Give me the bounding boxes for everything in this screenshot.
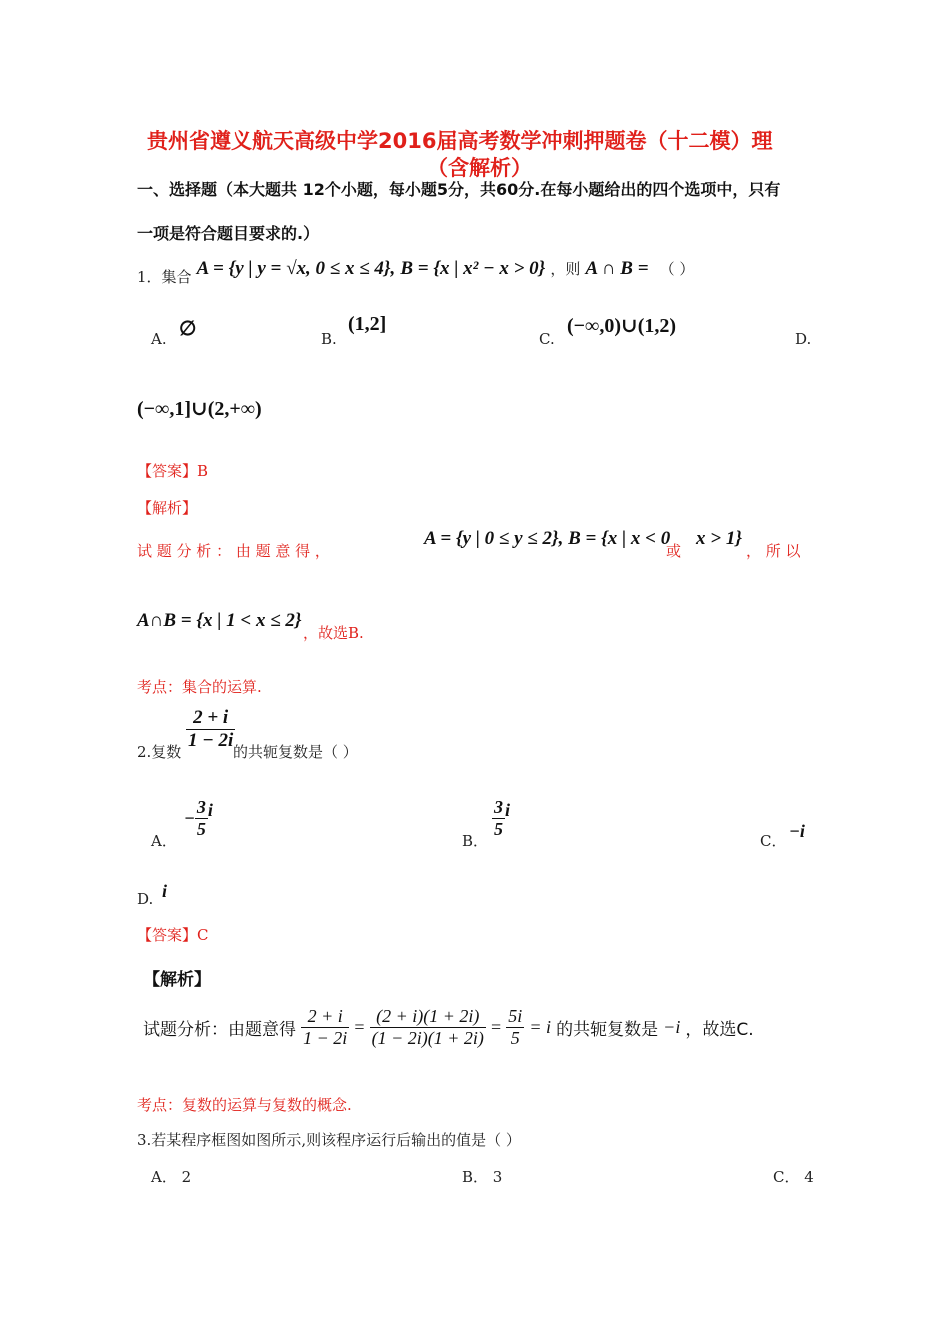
q2-option-b-value: $\frac{3}{5}$ i <box>494 797 511 839</box>
q3-option-b: B． 3 <box>462 1168 503 1186</box>
q2-option-a-num: 3 <box>196 797 206 817</box>
q2-option-b-label: B． <box>462 832 489 850</box>
q1-option-a-label: A. <box>151 330 167 348</box>
q3-option-c: C． 4 <box>773 1168 814 1186</box>
q2-solution: 试题分析：由题意得 $\frac{2 + i}{1 - 2i}$ = $\frac{(2 + i)(1 + 2i)}{(1 - 2i)(1 + 2i)}$ = $\frac{5i}{5}$ = i 的共轭复数是 −i ，故选C. <box>143 1006 754 1048</box>
q1-option-b-label: B. <box>321 330 337 348</box>
q1-prefix: 1．集合 <box>137 268 192 286</box>
q1-option-b-value: (1,2] <box>348 313 387 335</box>
q1-set-a: A = {y | y = √x, 0 ≤ x ≤ 4} <box>196 258 391 279</box>
q1-option-d-value: (−∞,1]∪(2,+∞) <box>137 398 262 420</box>
q2-sol-neg-i: −i <box>663 1017 681 1037</box>
q2-fraction-numerator: 2 + i <box>193 707 229 728</box>
q2-option-a-label: A． <box>151 832 177 850</box>
q3-option-a: A． 2 <box>151 1168 192 1186</box>
q2-prefix: 2.复数 <box>137 743 182 761</box>
q1-analysis-tag: 【解析】 <box>137 499 198 517</box>
q2-sol-mid: 的共轭复数是 <box>556 1020 659 1040</box>
q2-solution-lead: 试题分析：由题意得 <box>143 1020 296 1040</box>
q1-answer: 【答案】B <box>137 462 209 480</box>
q2-option-b-den: 5 <box>494 819 503 839</box>
q2-option-a-den: 5 <box>196 819 206 839</box>
q2-answer: 【答案】C <box>137 926 209 944</box>
question-1-stem: 1．集合 A = {y | y = √x, 0 ≤ x ≤ 4}, B = {x | x² − x > 0} ，则 A ∩ B = （ ） <box>137 258 695 286</box>
q1-analysis-set-a: A = {y | 0 ≤ y ≤ 2}, B = {x | x < 0 <box>424 528 671 549</box>
q2-kaodian: 考点：复数的运算与复数的概念. <box>137 1096 352 1114</box>
q2-sol-f1-num: 2 + i <box>307 1006 343 1026</box>
q1-set-b: B = {x | x² − x > 0} <box>400 258 546 279</box>
q1-analysis-so: ， 所 以 <box>746 542 801 560</box>
title-line-2: （含解析） <box>427 156 532 180</box>
q1-analysis-tail: ，故选B. <box>303 624 364 642</box>
q2-sol-f2-den: (1 − 2i)(1 + 2i) <box>371 1028 484 1048</box>
section-heading-line-2: 一项是符合题目要求的.） <box>137 224 320 243</box>
q2-sol-f1-den: 1 − 2i <box>303 1028 348 1048</box>
q1-then: ，则 <box>550 260 581 278</box>
q2-analysis-tag: 【解析】 <box>143 970 211 990</box>
q2-sol-f2-num: (2 + i)(1 + 2i) <box>376 1006 480 1026</box>
q1-option-a-value: ∅ <box>179 318 197 340</box>
q2-suffix: 的共轭复数是（ ） <box>233 743 358 761</box>
q1-blank: （ ） <box>659 260 695 278</box>
q1-analysis-set-b: x > 1} <box>696 528 742 549</box>
q2-sol-f3-num: 5i <box>508 1006 523 1026</box>
q2-option-d-value: i <box>162 881 168 901</box>
section-heading-line-1: 一、选择题（本大题共 12个小题，每小题5分，共60分.在每小题给出的四个选项中，只有 <box>137 180 781 199</box>
q3-stem: 3.若某程序框图如图所示,则该程序运行后输出的值是（ ） <box>137 1131 521 1149</box>
q2-sol-f3-den: 5 <box>506 1027 524 1049</box>
q1-expression: A ∩ B = <box>585 258 649 279</box>
q2-fraction <box>186 707 235 752</box>
q1-option-d-label: D. <box>795 330 812 348</box>
q2-option-a-value: − $\frac{3}{5}$ i <box>184 797 213 839</box>
q1-analysis-or: 或 <box>666 542 682 560</box>
q2-option-c-label: C． <box>760 832 787 850</box>
title-line-1: 贵州省遵义航天高级中学2016届高考数学冲刺押题卷（十二模）理 <box>147 129 773 153</box>
q1-option-c-label: C. <box>539 330 555 348</box>
q2-option-c-value: −i <box>789 821 805 841</box>
q2-fraction-denominator: 1 − 2i <box>188 730 234 751</box>
q1-option-c-value: (−∞,0)∪(1,2) <box>567 315 677 337</box>
q1-kaodian: 考点：集合的运算. <box>137 678 262 696</box>
q2-option-d-label: D. <box>137 890 154 908</box>
q2-option-b-num: 3 <box>494 797 503 817</box>
q2-sol-eq-i: = i <box>529 1017 551 1037</box>
q2-sol-tail: ，故选C. <box>685 1020 754 1040</box>
q1-analysis-result: A∩B = {x | 1 < x ≤ 2} <box>137 610 302 631</box>
q1-analysis-lead: 试 题 分 析 ： 由 题 意 得 ， <box>137 542 330 560</box>
